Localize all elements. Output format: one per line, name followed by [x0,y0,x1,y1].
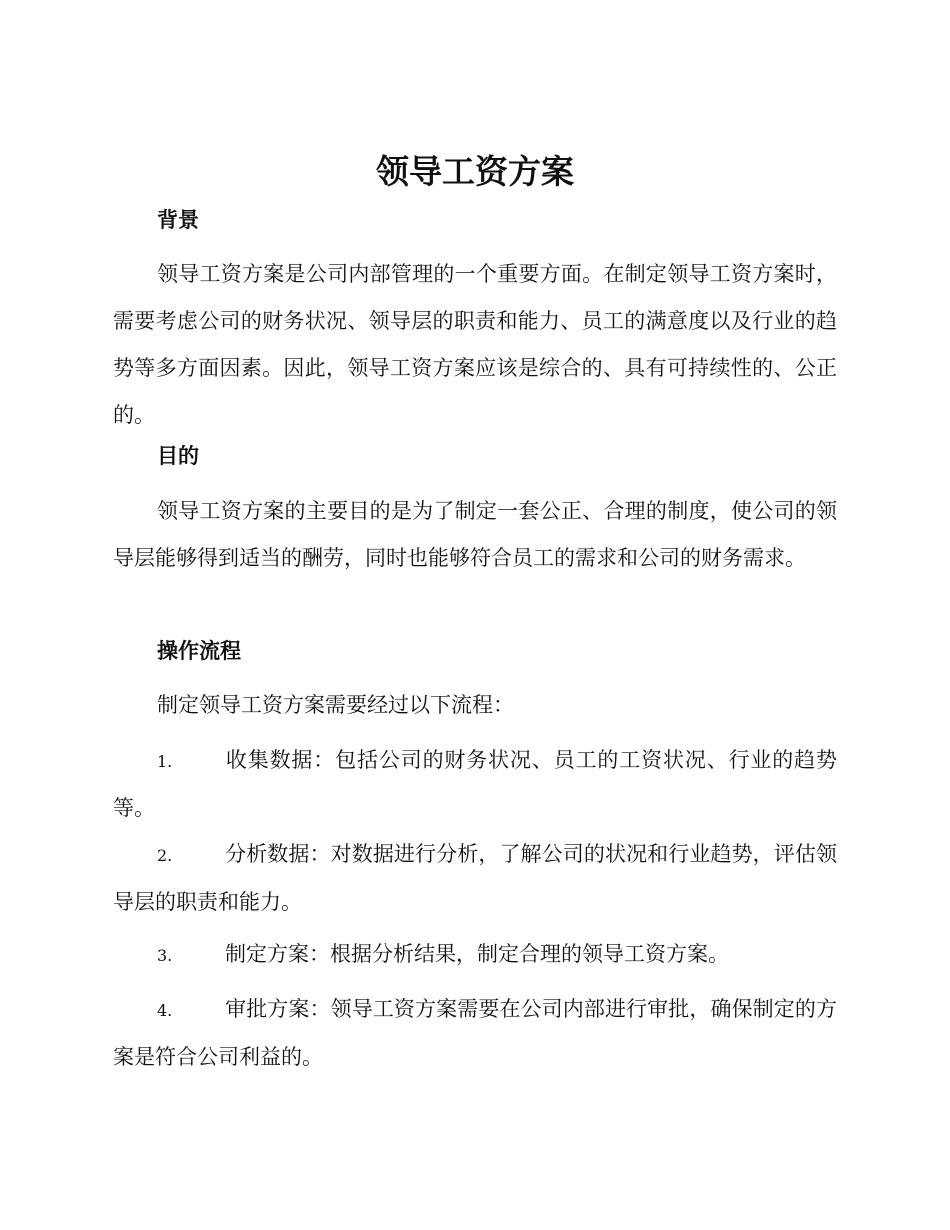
document-title: 领导工资方案 [376,152,574,191]
list-item-text: 制定方案：根据分析结果，制定合理的领导工资方案。 [225,942,729,966]
purpose-paragraph: 领导工资方案的主要目的是为了制定一套公正、合理的制度，使公司的领导层能够得到适当的酬劳，同时也能够符合员工的需求和公司的财务需求。 [113,499,837,570]
section-heading-process: 操作流程 [157,639,241,663]
list-item-number: 1. [157,752,173,771]
list-item-number: 2. [157,846,173,865]
list-item [113,737,837,832]
list-item [113,831,837,926]
list-item-number: 3. [157,946,173,965]
process-intro: 制定领导工资方案需要经过以下流程： [157,693,514,717]
section-heading-background: 背景 [157,208,199,232]
list-item-text: 分析数据：对数据进行分析，了解公司的状况和行业趋势，评估领导层的职责和能力。 [113,842,837,914]
list-item-text: 审批方案：领导工资方案需要在公司内部进行审批，确保制定的方案是符合公司利益的。 [113,997,837,1069]
background-paragraph: 领导工资方案是公司内部管理的一个重要方面。在制定领导工资方案时，需要考虑公司的财务状况、领导层的职责和能力、员工的满意度以及行业的趋势等多方面因素。因此，领导工资方案应该是综合的、具有可持续性的、公正的。 [113,262,837,427]
section-heading-purpose: 目的 [157,444,199,468]
list-item-text: 收集数据：包括公司的财务状况、员工的工资状况、行业的趋势等。 [113,748,837,820]
list-item [113,986,837,1081]
list-item-number: 4. [157,1001,173,1020]
list-item [113,931,837,979]
